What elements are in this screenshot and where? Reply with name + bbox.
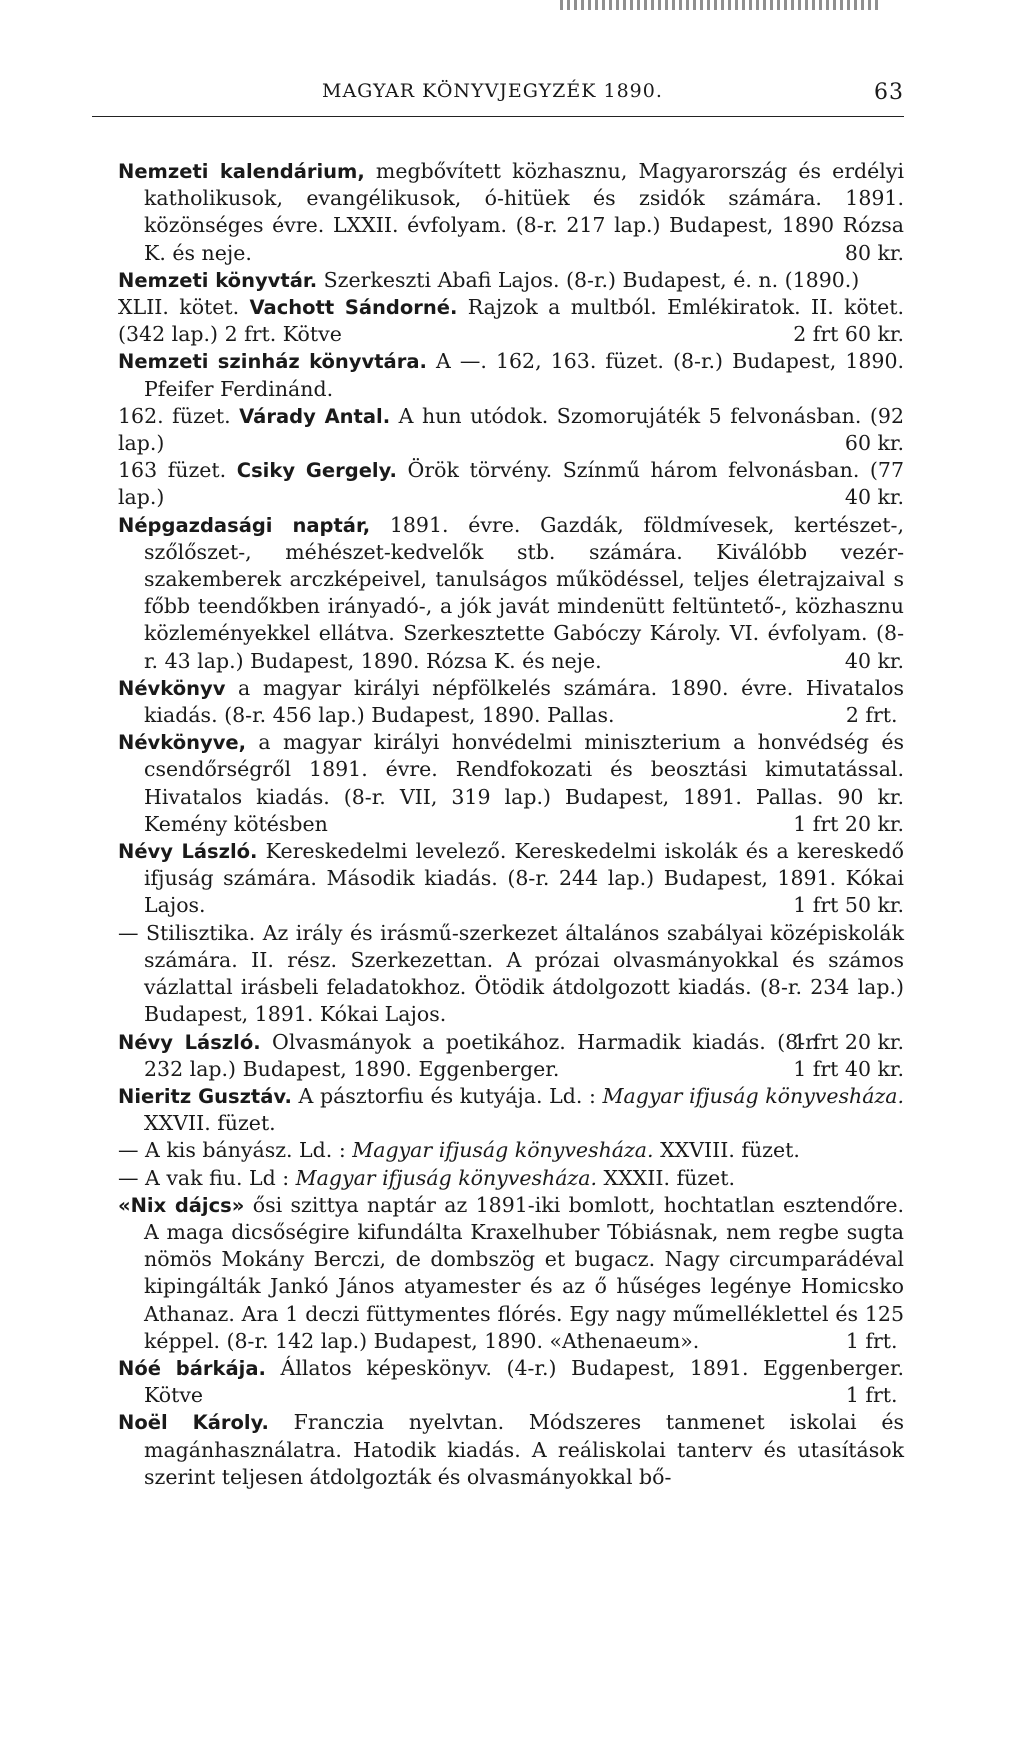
- entry-author: Névy László.: [118, 1030, 261, 1054]
- catalog-entry: [92, 267, 904, 294]
- catalog-entry: [92, 1409, 904, 1491]
- entry-body: [118, 1165, 904, 1192]
- entry-author: Névy László.: [118, 840, 258, 864]
- entry-price: 2 frt 60 kr.: [793, 322, 904, 347]
- entry-author: Nieritz Gusztáv.: [118, 1084, 292, 1108]
- entry-price: 2 frt.: [845, 703, 898, 728]
- catalog-entry: [92, 158, 904, 267]
- entry-text: megbővített közhasznu, Magyarország és erdélyi katholikusok, evangélikusok, ó-hitüek és zsidók számára. 1891. közönséges évre. LXXII. évfolyam. (8-r. 217 lap.) Budapest, 1890 Rózsa K. és neje.: [144, 159, 904, 265]
- entry-author: Nóé bárkája.: [118, 1356, 266, 1380]
- entry-text: XXVIII. füzet.: [653, 1138, 800, 1163]
- entry-author: «Nix dájcs»: [118, 1193, 245, 1217]
- entry-series: Magyar ifjuság könyvesháza.: [295, 1165, 597, 1190]
- entry-text: Rajzok a multból. Emlékiratok. II. kötet. (342 lap.) 2 frt. Kötve: [118, 295, 905, 347]
- catalog-entry: [92, 1083, 904, 1137]
- catalog-entry: [92, 675, 904, 729]
- catalog-entry: [92, 729, 904, 838]
- entry-author: Névkönyv: [118, 676, 226, 700]
- entry-price: 60 kr.: [844, 431, 904, 456]
- entry-author: Csiky Gergely.: [236, 459, 397, 483]
- entry-series: Magyar ifjuság könyvesháza.: [602, 1083, 904, 1108]
- entry-text: A hun utódok. Szomorujáték 5 felvonásban. (92 lap.): [118, 403, 905, 456]
- entry-body: [118, 1029, 904, 1083]
- entry-body: [118, 1192, 904, 1355]
- entry-text: Szerkeszti Abafi Lajos. (8-r.) Budapest, é. n. (1890.): [317, 267, 860, 292]
- entry-body: [118, 1083, 904, 1137]
- entry-text: 163 füzet.: [118, 458, 237, 483]
- entry-body: [92, 403, 904, 457]
- entry-text: a magyar királyi honvédelmi miniszterium a honvédség és csendőrségről 1891. évre. Rendfokozati és beosztási kimutatással. Hivatalos kiadás. (8-r. VII, 319 lap.) Budapest, 1891. Pallas. 90 kr. Kemény kötésben: [144, 730, 904, 836]
- entry-text: XXVII. füzet.: [144, 1111, 276, 1136]
- catalog-entry: [92, 1029, 904, 1083]
- catalog-entry: [92, 403, 904, 457]
- entry-series: Magyar ifjuság könyvesháza.: [352, 1138, 654, 1163]
- entry-text: A pásztorfiu és kutyája. Ld. :: [291, 1083, 603, 1108]
- entry-body: [118, 158, 904, 267]
- entry-text: Kereskedelmi levelező. Kereskedelmi iskolák és a kereskedő ifjuság számára. Második kiadás. (8-r. 244 lap.) Budapest, 1891. Kókai Lajos.: [144, 839, 904, 918]
- entry-author: Népgazdasági naptár,: [118, 513, 371, 537]
- entry-author: Noël Károly.: [118, 1411, 269, 1435]
- entry-body: [92, 294, 904, 348]
- entry-price: 1 frt 20 kr.: [793, 811, 904, 836]
- entry-body: [118, 1355, 904, 1409]
- entry-text: Állatos képeskönyv. (4-r.) Budapest, 1891. Eggenberger. Kötve: [144, 1355, 905, 1408]
- entry-author: Várady Antal.: [239, 404, 391, 428]
- entry-price: 1 frt.: [845, 1383, 898, 1408]
- entry-text: Örök törvény. Színmű három felvonásban. (77 lap.): [118, 458, 904, 510]
- scan-artifact: [560, 0, 880, 10]
- entry-text: — Stilisztika. Az irály és irásmű-szerkezet általános szabályai középiskolák számára. II. rész. Szerkezettan. A prózai olvasmányokkal és számos vázlattal irásbeli feladatokhoz. Ötödik átdolgozott kiadás. (8-r. 234 lap.) Budapest, 1891. Kókai Lajos.: [118, 920, 904, 1027]
- entry-text: Olvasmányok a poetikához. Harmadik kiadás. (8-r. 232 lap.) Budapest, 1890. Eggenberger.: [144, 1029, 820, 1081]
- entry-text: 1891. évre. Gazdák, földmívesek, kertészet-, szőlőszet-, méhészet-kedvelők stb. számára. Kiválóbb vezér-szakemberek arczképeivel, tanulságos működéssel, teljes életrajzaival s főbb teendőkben irányadó-, a jók javát mindenütt feltüntető-, közhasznu közleményekkel ellátva. Szerkesztette Gabóczy Károly. VI. évfolyam. (8-r. 43 lap.) Budapest, 1890. Rózsa K. és neje.: [144, 512, 904, 673]
- entry-text: A —. 162, 163. füzet. (8-r.) Budapest, 1890. Pfeifer Ferdinánd.: [144, 349, 905, 401]
- entry-author: Nemzeti könyvtár.: [118, 268, 318, 292]
- running-header: [92, 80, 904, 110]
- catalog-entry: [92, 1137, 904, 1164]
- entry-price: 1 frt 50 kr.: [793, 893, 904, 918]
- entry-author: Nemzeti szinház könyvtára.: [118, 350, 427, 374]
- entry-body: [118, 729, 904, 838]
- entry-price: 1 frt.: [845, 1328, 898, 1353]
- entry-body: [92, 457, 904, 511]
- entry-body: [118, 348, 904, 402]
- entry-text: — A vak fiu. Ld :: [118, 1165, 296, 1190]
- entry-price: 40 kr.: [844, 485, 904, 510]
- entry-text: 162. füzet.: [118, 403, 240, 428]
- catalog-entry: [92, 1165, 904, 1192]
- catalog-entry: [92, 1192, 904, 1355]
- catalog-entry: [92, 838, 904, 920]
- page-number: 63: [874, 80, 904, 105]
- catalog-entries: [92, 158, 904, 1491]
- entry-body: [118, 675, 904, 729]
- catalog-entry: [92, 348, 904, 402]
- entry-text: — A kis bányász. Ld. :: [118, 1138, 353, 1163]
- entry-price: 40 kr.: [844, 648, 904, 673]
- entry-author: Névkönyve,: [118, 731, 247, 755]
- entry-text: a magyar királyi népfölkelés számára. 1890. évre. Hivatalos kiadás. (8-r. 456 lap.) Budapest, 1890. Pallas.: [144, 675, 904, 728]
- entry-text: XXXII. füzet.: [596, 1165, 735, 1190]
- entry-body: [118, 838, 904, 920]
- entry-text: Franczia nyelvtan. Módszeres tanmenet iskolai és magánhasználatra. Hatodik kiadás. A reáliskolai tanterv és utasítások szerint teljesen átdolgozták és olvasmányokkal bő-: [144, 1410, 904, 1489]
- header-title: MAGYAR KÖNYVJEGYZÉK 1890.: [322, 80, 663, 102]
- entry-price: 1 frt 20 kr.: [793, 1029, 904, 1054]
- entry-text: XLII. kötet.: [118, 295, 250, 320]
- catalog-entry: [92, 457, 904, 511]
- entry-body: [118, 512, 904, 675]
- entry-price: 80 kr.: [844, 240, 904, 265]
- catalog-entry: [92, 1355, 904, 1409]
- header-rule: [92, 116, 904, 117]
- catalog-entry: [92, 294, 904, 348]
- entry-price: 1 frt 40 kr.: [793, 1056, 904, 1081]
- entry-author: Vachott Sándorné.: [249, 296, 458, 320]
- entry-author: Nemzeti kalendárium,: [118, 160, 365, 183]
- entry-body: [118, 1137, 904, 1164]
- entry-body: [118, 1409, 904, 1491]
- entry-body: [118, 267, 904, 294]
- catalog-entry: [92, 512, 904, 675]
- entry-text: ősi szittya naptár az 1891-iki bomlott, hochtatlan esztendőre. A maga dicsőségire kifundálta Kraxelhuber Tóbiásnak, nem regbe sugta nömös Mokány Berczi, de dombszög et bugacz. Nagy circumparádéval kipingálták Jankó János atyamester és az ő hűséges legénye Homicsko Athanaz. Ara 1 deczi füttymentes flórés. Egy nagy műmelléklettel és 125 képpel. (8-r. 142 lap.) Budapest, 1890. «Athenaeum».: [144, 1192, 904, 1353]
